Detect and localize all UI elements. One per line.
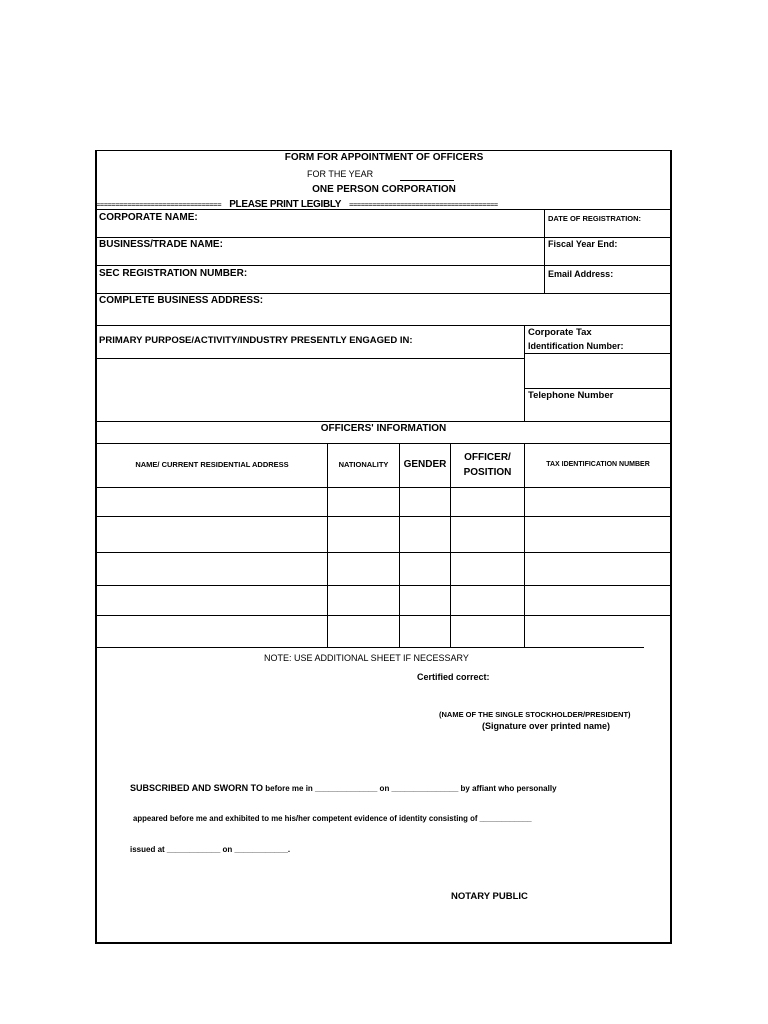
please-print-label: PLEASE PRINT LEGIBLY: [229, 200, 342, 209]
form-title: FORM FOR APPOINTMENT OF OFFICERS: [284, 152, 484, 163]
corporate-tax-label-line1[interactable]: Corporate Tax: [528, 327, 592, 338]
date-of-registration-label[interactable]: DATE OF REGISTRATION:: [548, 214, 642, 223]
year-blank-line[interactable]: [400, 180, 454, 181]
signature-label: (Signature over printed name): [482, 721, 611, 731]
col-header-name-address: NAME/ CURRENT RESIDENTIAL ADDRESS: [135, 460, 289, 469]
table-row[interactable]: [97, 517, 671, 552]
corporate-tax-label-line2[interactable]: Identification Number:: [528, 341, 624, 351]
business-name-label[interactable]: BUSINESS/TRADE NAME:: [99, 239, 223, 250]
separator-row: [96, 200, 671, 209]
table-row[interactable]: [97, 553, 671, 585]
name-single-stockholder-label: (NAME OF THE SINGLE STOCKHOLDER/PRESIDENT): [439, 710, 631, 719]
col-header-position-line1: OFFICER/: [464, 452, 511, 463]
table-row[interactable]: [97, 616, 671, 647]
additional-sheet-note: NOTE: USE ADDITIONAL SHEET IF NECESSARY: [264, 653, 469, 663]
table-row[interactable]: [97, 488, 671, 516]
email-address-label[interactable]: Email Address:: [548, 269, 614, 279]
primary-purpose-label[interactable]: PRIMARY PURPOSE/ACTIVITY/INDUSTRY PRESENTLY ENGAGED IN:: [99, 335, 413, 346]
form-subtitle: ONE PERSON CORPORATION: [312, 184, 456, 195]
col-header-tin: TAX IDENTIFICATION NUMBER: [546, 461, 650, 468]
col-header-gender: GENDER: [403, 459, 447, 470]
col-header-nationality: NATIONALITY: [338, 460, 389, 469]
issued-at-line: issued at ____________ on ____________.: [130, 845, 291, 854]
certified-correct-label: Certified correct:: [417, 672, 490, 682]
corporate-tax-field[interactable]: [525, 354, 671, 388]
table-row[interactable]: [97, 586, 671, 615]
fiscal-year-end-label[interactable]: Fiscal Year End:: [548, 239, 618, 249]
sworn-bold-text: SUBSCRIBED AND SWORN TO: [130, 783, 264, 793]
corporate-name-label[interactable]: CORPORATE NAME:: [99, 212, 198, 223]
sworn-rest-text: before me in ______________ on _______________ by affiant who personally: [265, 784, 557, 793]
separator-left: ================================: [96, 201, 222, 209]
sec-registration-label[interactable]: SEC REGISTRATION NUMBER:: [99, 268, 248, 279]
primary-purpose-field[interactable]: [97, 359, 524, 421]
telephone-number-label[interactable]: Telephone Number: [528, 390, 614, 401]
subscribed-sworn-line: [130, 784, 557, 793]
officers-heading: OFFICERS' INFORMATION: [320, 423, 447, 434]
appeared-before-line: appeared before me and exhibited to me his/her competent evidence of identity consisting of ____________: [133, 814, 532, 823]
for-the-year-label: FOR THE YEAR: [307, 169, 374, 179]
notary-public-label: NOTARY PUBLIC: [451, 891, 528, 902]
business-address-label[interactable]: COMPLETE BUSINESS ADDRESS:: [99, 295, 264, 306]
separator-right: ======================================: [349, 201, 498, 209]
col-header-position-line2: POSITION: [463, 467, 512, 478]
